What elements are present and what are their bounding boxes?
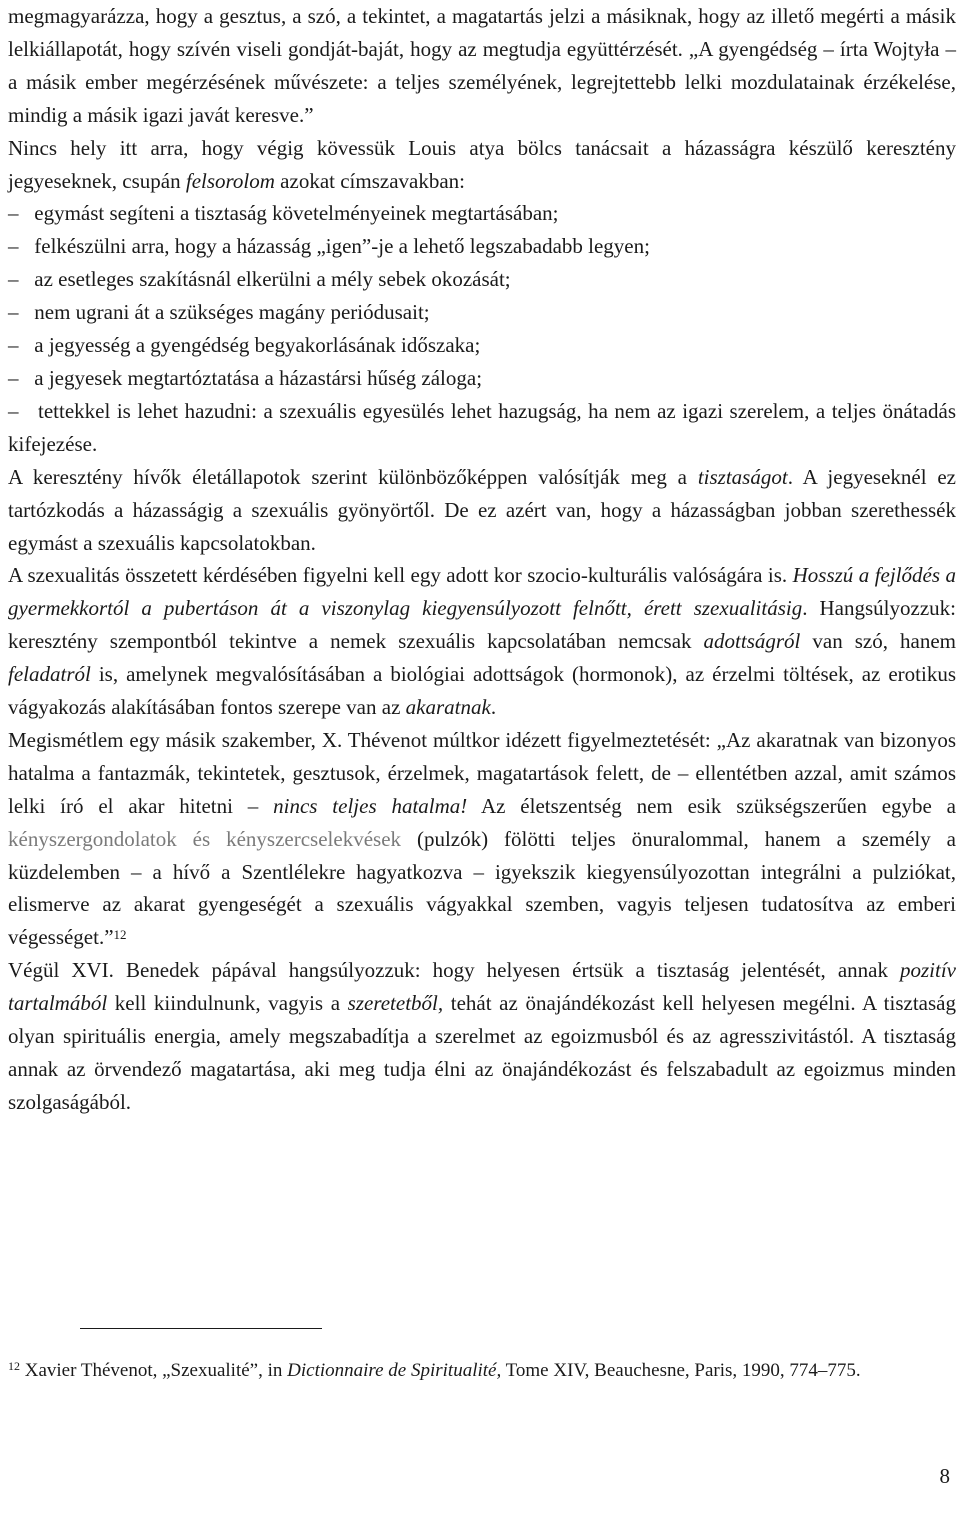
- list-item: [8, 296, 956, 329]
- list-item-text: a jegyesek megtartóztatása a házastársi hűség záloga;: [34, 365, 483, 390]
- italic-text: szeretetből,: [347, 991, 444, 1016]
- paragraph-text: Nincs hely itt arra, hogy végig kövessük Louis atya bölcs tanácsait a házasságra készülő keresztény jegyeseknek, csupán: [8, 135, 956, 193]
- list-item-text: a jegyesség a gyengédség begyakorlásának időszaka;: [34, 333, 481, 358]
- dash-bullet: –: [8, 267, 19, 292]
- list-item-text: nem ugrani át a szükséges magány periódusait;: [34, 300, 430, 325]
- dash-bullet: –: [8, 398, 19, 423]
- gray-text: kényszergondolatok és kényszercselekvések: [8, 826, 402, 851]
- footnote-number: 12: [8, 1359, 20, 1373]
- paragraph-sexuality: [8, 559, 956, 724]
- italic-text: adottságról: [703, 629, 801, 654]
- footnote-separator: [80, 1328, 322, 1329]
- paragraph-text: A szexualitás összetett kérdésében figyelni kell egy adott kor szocio-kulturális valóságára is.: [8, 563, 793, 588]
- italic-text: Hosszú a fejlődés a gyermekkortól a pubertáson át a viszonylag kiegyensúlyozott felnőtt, érett szexualitásig: [8, 563, 957, 621]
- italic-text: tisztaságot: [697, 464, 788, 489]
- dash-bullet: –: [8, 333, 19, 358]
- paragraph-thevenot-quote: [8, 724, 956, 954]
- list-item-text: egymást segíteni a tisztaság követelményeinek megtartásában;: [34, 201, 559, 226]
- paragraph-text: A keresztény hívők életállapotok szerint különbözőképpen valósítják meg a: [8, 464, 698, 489]
- list-item-text: felkészülni arra, hogy a házasság „igen”-je a lehető legszabadabb legyen;: [34, 234, 650, 259]
- paragraph-text: Megismétlem egy másik szakember, X. Thévenot múltkor idézett figyelmeztetését: „Az akaratnak van bizonyos hatalma a fantazmák, tekintetek, gesztusok, érzelmek, magatartások felett, de – ellentétben azzal, amit számos lelki író el akar hitetni –: [8, 727, 956, 818]
- paragraph-text: Az életszentség nem esik szükségszerűen egybe a: [467, 793, 956, 818]
- italic-text: felsorolom: [185, 168, 275, 193]
- dash-bullet: –: [8, 234, 19, 259]
- paragraph-text: (pulzók) fölötti teljes önuralommal, hanem a személy a küzdelemben – a hívő a Szentlélekre hagyatkozva – igyekszik kiegyensúlyozottan integrálni a pulziókat, elismerve az akarat gyengeségét a szexuális vágyakkal szemben, vagyis teljesen tudatosítva az emberi végességet.”: [8, 826, 956, 950]
- paragraph-text: van szó, hanem: [800, 629, 956, 654]
- list-item: [8, 395, 956, 461]
- italic-text: nincs teljes hatalma!: [273, 793, 468, 818]
- dash-bullet: –: [8, 201, 19, 226]
- paragraph-benedict: [8, 954, 956, 1119]
- page-body: [8, 0, 956, 1119]
- page-number: 8: [939, 1464, 950, 1488]
- italic-text: Dictionnaire de Spiritualité,: [287, 1360, 502, 1381]
- list-item: [8, 329, 956, 362]
- advice-list: [8, 197, 956, 460]
- list-item-text: tettekkel is lehet hazudni: a szexuális egyesülés lehet hazugság, ha nem az igazi szerelem, a teljes önátadás kifejezése.: [8, 398, 957, 456]
- paragraph-text: tehát az önajándékozást kell helyesen megélni. A tisztaság olyan spirituális energia, amely megszabadítja a szerelmet az egoizmusból és az agresszivitástól. A tisztaság annak az örvendező magatartása, aki meg tudja élni az önajándékozást és felszabadult az egoizmus minden szolgaságából.: [8, 991, 956, 1114]
- paragraph-text: .: [490, 695, 497, 720]
- dash-bullet: –: [8, 300, 19, 325]
- paragraph-louis-advice: [8, 132, 956, 198]
- italic-text: akaratnak: [405, 695, 491, 720]
- list-item: [8, 263, 956, 296]
- dash-bullet: –: [8, 365, 19, 390]
- list-item-text: az esetleges szakításnál elkerülni a mély sebek okozását;: [34, 267, 511, 292]
- list-item: [8, 197, 956, 230]
- paragraph-text: . Hangsúlyozzuk: keresztény szempontból tekintve a nemek szexuális kapcsolatában nemcsak: [8, 596, 956, 654]
- paragraph-gentleness: [8, 0, 956, 132]
- footnote-text: Tome XIV, Beauchesne, Paris, 1990, 774–775.: [501, 1360, 861, 1381]
- paragraph-text: is, amelynek megvalósításában a biológiai adottságok (hormonok), az érzelmi töltések, az erotikus vágyakozás alakításában fontos szerepe van az: [8, 662, 956, 720]
- list-item: [8, 362, 956, 395]
- italic-text: pozitív tartalmából: [8, 958, 956, 1016]
- footnote-text: Xavier Thévenot, „Szexualité”, in: [20, 1360, 288, 1381]
- paragraph-text: kell kiindulnunk, vagyis a: [107, 991, 348, 1016]
- list-item: [8, 230, 956, 263]
- paragraph-text: Végül XVI. Benedek pápával hangsúlyozzuk: hogy helyesen értsük a tisztaság jelentését, annak: [8, 958, 900, 983]
- italic-text: feladatról: [8, 662, 91, 687]
- paragraph-text: azokat címszavakban:: [274, 168, 465, 193]
- footnote: [8, 1357, 956, 1386]
- footnote-reference[interactable]: 12: [113, 927, 127, 943]
- paragraph-text: megmagyarázza, hogy a gesztus, a szó, a tekintet, a magatartás jelzi a másiknak, hogy az illető megérti a másik lelkiállapotát, hogy szívén viseli gondját-baját, hogy az megtudja együttérzését. „A gyengédség – írta Wojtyła – a másik ember megérzésének művészete: a teljes személyének, legrejtettebb lelki mozdulatainak érzékelése, mindig a másik igazi javát keresve.”: [8, 4, 956, 127]
- paragraph-text: . A jegyeseknél ez tartózkodás a házasságig a szexuális gyönyörtől. De ez azért van, hogy a házasságban jobban szerethessék egymást a szexuális kapcsolatokban.: [8, 464, 956, 555]
- paragraph-chastity-states: [8, 461, 956, 560]
